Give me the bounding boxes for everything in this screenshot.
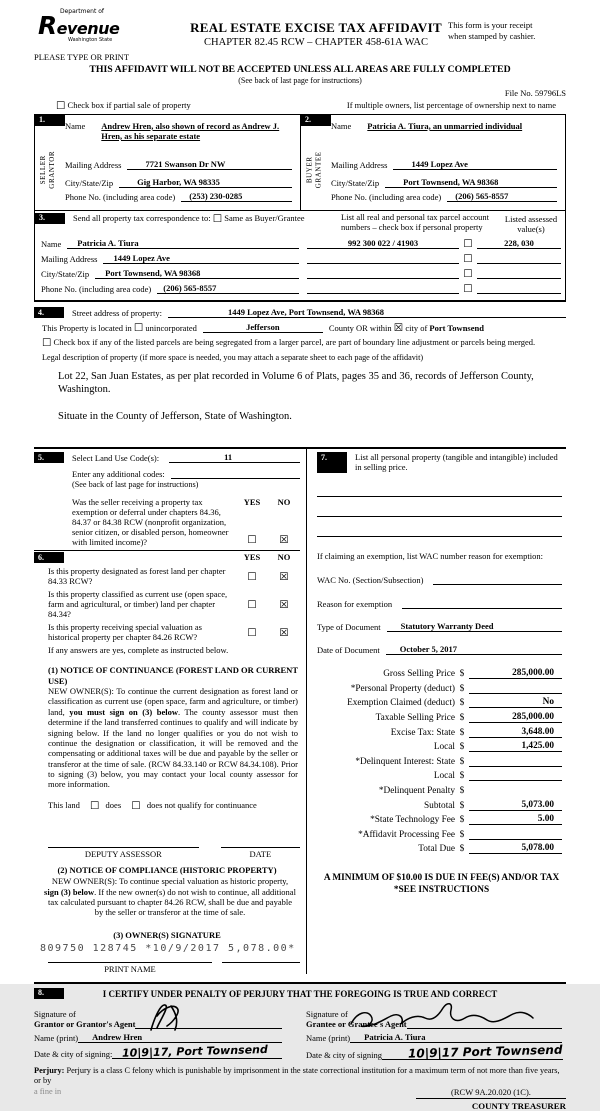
grantee-signature-line[interactable] bbox=[407, 1019, 562, 1029]
tax-exemption-question: Was the seller receiving a property tax exemption or deferral under chapters 84.36, 84.37 or 84.38 RCW (nonprofit organization, senior citizen, or disabled person, homeowner with limited income)? bbox=[72, 497, 229, 548]
grantee-name-print-label: Name (print) bbox=[306, 1032, 351, 1043]
dollar-sign: $ bbox=[459, 771, 465, 782]
assessed-value-field-3[interactable] bbox=[477, 269, 561, 279]
buyer-section bbox=[300, 115, 565, 210]
legal-description-text-2: Situate in the County of Jefferson, State of Washington. bbox=[58, 411, 292, 423]
form-title: REAL ESTATE EXCISE TAX AFFIDAVIT bbox=[190, 20, 442, 35]
gross-selling-price-label: Gross Selling Price bbox=[383, 669, 455, 680]
assessed-value-header: Listed assessed value(s) bbox=[504, 213, 558, 234]
grantee-sig-label: Signature of Grantee or Grantee's Agent bbox=[306, 1008, 407, 1029]
seller-grantor-side-label: SELLER GRANTOR bbox=[39, 150, 57, 189]
affidavit-processing-fee-field[interactable] bbox=[469, 830, 562, 840]
land-does-checkbox[interactable]: ☐ bbox=[90, 799, 100, 812]
personal-property-deduct-label: *Personal Property (deduct) bbox=[350, 683, 455, 694]
perjury-text-fragment: a fine in bbox=[34, 1086, 62, 1096]
buyer-name-field[interactable]: Patricia A. Tiura, an unmarried individual bbox=[367, 120, 523, 131]
notice-2-body-bold: sign (3) below bbox=[44, 886, 95, 897]
city-field[interactable]: Port Townsend bbox=[429, 323, 484, 334]
s3-csz-field[interactable]: Port Townsend, WA 98368 bbox=[95, 268, 299, 279]
no-header-6: NO bbox=[277, 552, 291, 563]
land-use-code-field[interactable]: 11 bbox=[169, 452, 300, 463]
segregated-label: Check box if any of the listed parcels are being segregated from a larger parcel, are part of boundary line adjustment or parcels being merged. bbox=[53, 337, 536, 348]
deputy-assessor-label: DEPUTY ASSESSOR bbox=[84, 849, 162, 860]
rcw-citation-block bbox=[416, 1087, 566, 1111]
print-name-label: PRINT NAME bbox=[104, 963, 156, 974]
receipt-note-line1: This form is your receipt bbox=[448, 20, 533, 30]
seller-csz-label: City/State/Zip bbox=[65, 177, 114, 188]
segregated-checkbox[interactable]: ☐ bbox=[42, 337, 52, 350]
county-field[interactable]: Jefferson bbox=[203, 322, 323, 333]
parcel-number-field-4[interactable] bbox=[307, 284, 459, 294]
notice-2-body-pre: NEW OWNER(S): To continue special valuation as historic property, bbox=[51, 876, 289, 887]
delinquent-penalty-field[interactable] bbox=[469, 786, 562, 796]
section-6-number: 6. bbox=[34, 552, 64, 563]
same-as-buyer-checkbox[interactable]: ☐ bbox=[212, 212, 223, 225]
warning-line: THIS AFFIDAVIT WILL NOT BE ACCEPTED UNLESS ALL AREAS ARE FULLY COMPLETED bbox=[89, 64, 511, 76]
see-back-note: (See back of last page for instructions) bbox=[238, 76, 362, 86]
perjury-bold-label: Perjury: bbox=[34, 1066, 65, 1076]
date-of-document-label: Date of Document bbox=[317, 644, 380, 655]
delinquent-interest-state-label: *Delinquent Interest: State bbox=[355, 756, 455, 767]
unincorporated-label: unincorporated bbox=[145, 323, 197, 334]
buyer-grantee-side-label: BUYER GRANTEE bbox=[305, 150, 322, 188]
s3-mailing-field[interactable]: 1449 Lopez Ave bbox=[103, 253, 299, 264]
historical-yes-checkbox[interactable]: ☐ bbox=[247, 626, 257, 639]
parcel-number-field-3[interactable] bbox=[307, 269, 459, 279]
section-8-number: 8. bbox=[34, 988, 64, 999]
land-use-column bbox=[34, 449, 307, 973]
current-use-question: Is this property classified as current use (open space, farm and agricultural, or timber) land per chapter 84.34? bbox=[48, 589, 228, 620]
grantee-date-city-label: Date & city of signing bbox=[306, 1049, 383, 1060]
personal-property-deduct-field[interactable] bbox=[469, 684, 562, 694]
delinquent-interest-local-label: Local bbox=[433, 771, 455, 782]
dollar-sign: $ bbox=[459, 800, 465, 811]
exemption-yes-checkbox[interactable]: ☐ bbox=[247, 533, 257, 546]
dollar-sign: $ bbox=[459, 742, 465, 753]
certify-statement: I CERTIFY UNDER PENALTY OF PERJURY THAT THE FOREGOING IS TRUE AND CORRECT bbox=[102, 988, 498, 999]
grantor-date-city-label: Date & city of signing: bbox=[34, 1048, 113, 1059]
gross-selling-price-field[interactable]: 285,000.00 bbox=[469, 668, 562, 679]
parcel-number-field-2[interactable] bbox=[307, 254, 459, 264]
exemption-claimed-label: Exemption Claimed (deduct) bbox=[347, 698, 455, 709]
deputy-date-line[interactable] bbox=[221, 847, 300, 859]
section-4-number: 4. bbox=[34, 307, 64, 318]
rcw-citation: (RCW 9A.20.020 (1C). bbox=[416, 1087, 566, 1099]
land-use-code-label: Select Land Use Code(s): bbox=[72, 453, 160, 464]
deputy-assessor-signature-line[interactable] bbox=[48, 847, 199, 859]
certification-section bbox=[34, 982, 566, 1060]
date-of-document-field[interactable]: October 5, 2017 bbox=[386, 644, 562, 655]
buyer-mailing-label: Mailing Address bbox=[331, 159, 388, 170]
dollar-sign: $ bbox=[459, 756, 465, 767]
dor-logo bbox=[34, 8, 184, 43]
logo-dept-text: Department of bbox=[60, 8, 104, 15]
same-as-buyer-label: Same as Buyer/Grantee bbox=[224, 212, 305, 223]
tax-computation-table bbox=[317, 665, 566, 855]
seller-mailing-field[interactable]: 7721 Swanson Dr NW bbox=[127, 159, 292, 170]
dollar-sign: $ bbox=[459, 683, 465, 694]
seller-name-field[interactable]: Andrew Hren, also shown of record as Andrew J. Hren, as his separate estate bbox=[101, 120, 280, 141]
notice-2-title: (2) NOTICE OF COMPLIANCE (HISTORIC PROPERTY) bbox=[57, 865, 277, 876]
street-address-field[interactable]: 1449 Lopez Ave, Port Townsend, WA 98368 bbox=[168, 307, 566, 318]
delinquent-interest-state-field[interactable] bbox=[469, 757, 562, 767]
grantee-signature-block bbox=[300, 1007, 566, 1060]
does-label: does bbox=[105, 799, 122, 810]
dollar-sign: $ bbox=[459, 829, 465, 840]
additional-codes-field[interactable] bbox=[171, 470, 300, 479]
excise-tax-state-field[interactable]: 3,648.00 bbox=[469, 727, 562, 738]
seller-mailing-label: Mailing Address bbox=[65, 159, 122, 170]
seller-phone-label: Phone No. (including area code) bbox=[65, 191, 176, 202]
personal-property-label: List all personal property (tangible and intangible) included in selling price. bbox=[355, 452, 558, 473]
land-does-not-checkbox[interactable]: ☐ bbox=[131, 799, 141, 812]
street-address-label: Street address of property: bbox=[72, 308, 162, 319]
type-of-document-field[interactable]: Statutory Warranty Deed bbox=[387, 621, 562, 632]
section-3-number: 3. bbox=[35, 213, 65, 224]
seller-section bbox=[35, 115, 300, 210]
delinquent-interest-local-field[interactable] bbox=[469, 771, 562, 781]
no-header-5: NO bbox=[277, 497, 291, 508]
excise-tax-local-field[interactable]: 1,425.00 bbox=[469, 741, 562, 752]
minimum-fee-line2: *SEE INSTRUCTIONS bbox=[393, 885, 490, 896]
personal-property-line-3[interactable] bbox=[317, 517, 562, 537]
owners-signature-heading: (3) OWNER(S) SIGNATURE bbox=[113, 929, 221, 940]
delinquent-penalty-label: *Delinquent Penalty bbox=[378, 785, 455, 796]
grantor-date-city-field[interactable] bbox=[112, 1042, 282, 1060]
multiple-owners-note: If multiple owners, list percentage of ownership next to name bbox=[346, 100, 556, 111]
grantee-date-city-handwriting: 10|9|17 Port Townsend bbox=[407, 1042, 563, 1061]
parcel-numbers-header: List all real and personal tax parcel account numbers – check box if personal property bbox=[341, 211, 489, 232]
buyer-phone-field[interactable]: (206) 565-8557 bbox=[447, 191, 557, 202]
tax-computation-column bbox=[307, 449, 566, 973]
property-address-section bbox=[34, 307, 566, 423]
notice-1-body-post: . The county assessor must then determine if the land transferred continues to qualify and will indicate by signing below. If the land no longer qualifies or you do not wish to continue the designation or classification, it will be removed and the compensating or additional taxes will be due and payable by the seller or transferor at the time of sale. (RCW 84.33.140 or RCW 84.34.108). Prior to signing (3) below, you may contact your local county assessor for more information. bbox=[48, 706, 299, 790]
partial-sale-label: Check box if partial sale of property bbox=[67, 100, 191, 111]
current-use-no-checkbox[interactable]: ☒ bbox=[279, 598, 289, 611]
dollar-sign: $ bbox=[459, 698, 465, 709]
county-or-label: County OR within bbox=[328, 323, 392, 334]
affidavit-processing-fee-label: *Affidavit Processing Fee bbox=[358, 829, 455, 840]
land-use-and-tax-columns bbox=[34, 447, 566, 973]
grantee-date-city-field[interactable] bbox=[382, 1042, 563, 1061]
parcel-number-field-1[interactable]: 992 300 022 / 41903 bbox=[307, 238, 459, 249]
forest-yes-checkbox[interactable]: ☐ bbox=[247, 570, 257, 583]
receipt-note-line2: when stamped by cashier. bbox=[448, 30, 536, 41]
legal-description-label: Legal description of property (if more space is needed, you may attach a separate sheet to each page of the affidavit) bbox=[42, 352, 424, 362]
receipt-note bbox=[448, 8, 566, 41]
grantee-name-print-field[interactable]: Patricia A. Tiura bbox=[350, 1032, 562, 1043]
if-any-yes-note: If any answers are yes, complete as instructed below. bbox=[48, 645, 229, 656]
buyer-name-label: Name bbox=[331, 120, 352, 131]
owner-signature-line-2[interactable] bbox=[222, 962, 300, 974]
grantor-date-city-handwriting: 10|9|17, Port Townsend bbox=[122, 1042, 269, 1060]
yes-header-6: YES bbox=[243, 552, 261, 563]
assessed-value-field-4[interactable] bbox=[477, 284, 561, 294]
grantor-signature-block bbox=[34, 1007, 300, 1060]
personal-property-checkbox-4[interactable]: ☐ bbox=[463, 282, 473, 295]
cashier-validation-stamp: 809750 128745 *10/9/2017 5,078.00* bbox=[40, 943, 296, 954]
grantor-name-print-label: Name (print) bbox=[34, 1032, 79, 1043]
exemption-no-checkbox[interactable]: ☒ bbox=[279, 533, 289, 546]
dollar-sign: $ bbox=[459, 669, 465, 680]
total-due-field[interactable]: 5,078.00 bbox=[469, 843, 562, 854]
legal-description-text-1: Lot 22, San Juan Estates, as per plat recorded in Volume 6 of Plats, pages 35 and 36, records of Jefferson County, Washington. bbox=[58, 370, 534, 395]
grantor-sig-label: Signature of Grantor or Grantor's Agent bbox=[34, 1008, 136, 1029]
city-checkbox[interactable]: ☒ bbox=[393, 321, 404, 334]
dollar-sign: $ bbox=[459, 815, 465, 826]
exemption-claimed-field[interactable]: No bbox=[469, 697, 562, 708]
seller-name-label: Name bbox=[65, 120, 86, 131]
grantor-signature-line[interactable] bbox=[135, 1019, 282, 1029]
taxable-selling-price-label: Taxable Selling Price bbox=[375, 712, 455, 723]
section-1-number: 1. bbox=[35, 115, 65, 126]
taxable-selling-price-field[interactable]: 285,000.00 bbox=[469, 712, 562, 723]
dollar-sign: $ bbox=[459, 727, 465, 738]
section-5-number: 5. bbox=[34, 452, 64, 463]
see-back-note-2: (See back of last page for instructions) bbox=[72, 480, 199, 490]
s3-name-label: Name bbox=[41, 239, 62, 250]
grantor-name-print-field[interactable]: Andrew Hren bbox=[78, 1032, 282, 1043]
s3-name-field[interactable]: Patricia A. Tiura bbox=[67, 238, 299, 249]
excise-tax-local-label: Local bbox=[433, 742, 455, 753]
s3-mailing-label: Mailing Address bbox=[41, 254, 98, 265]
buyer-phone-label: Phone No. (including area code) bbox=[331, 191, 442, 202]
file-number: File No. 59796LS bbox=[504, 88, 566, 99]
dollar-sign: $ bbox=[459, 712, 465, 723]
dollar-sign: $ bbox=[459, 844, 465, 855]
notice-2-body bbox=[44, 876, 296, 917]
excise-tax-state-label: Excise Tax: State bbox=[390, 727, 455, 738]
personal-property-line-2[interactable] bbox=[317, 497, 562, 517]
grantor-signature bbox=[145, 1002, 193, 1032]
reason-exemption-field[interactable] bbox=[402, 599, 562, 609]
type-of-document-label: Type of Document bbox=[317, 621, 381, 632]
minimum-fee-note bbox=[317, 872, 566, 896]
yes-header-5: YES bbox=[243, 497, 261, 508]
wac-number-field[interactable] bbox=[433, 575, 562, 585]
located-in-label: This Property is located in bbox=[42, 323, 132, 334]
exemption-note: If claiming an exemption, list WAC number reason for exemption: bbox=[317, 550, 543, 561]
wac-number-label: WAC No. (Section/Subsection) bbox=[317, 574, 424, 585]
subtotal-label: Subtotal bbox=[424, 800, 455, 811]
total-due-label: Total Due bbox=[418, 844, 455, 855]
reason-exemption-label: Reason for exemption bbox=[317, 598, 393, 609]
state-technology-fee-field[interactable]: 5.00 bbox=[469, 814, 562, 825]
county-treasurer-label: COUNTY TREASURER bbox=[471, 1101, 566, 1111]
minimum-fee-line1: A MINIMUM OF $10.00 IS DUE IN FEE(S) AND/OR TAX bbox=[323, 873, 560, 884]
seller-phone-field[interactable]: (253) 230-0285 bbox=[181, 191, 292, 202]
s3-phone-field[interactable]: (206) 565-8557 bbox=[157, 283, 299, 294]
s3-csz-label: City/State/Zip bbox=[41, 269, 90, 280]
logo-state-text: Washington State bbox=[68, 37, 113, 44]
seller-csz-field[interactable]: Gig Harbor, WA 98335 bbox=[119, 177, 292, 188]
forest-no-checkbox[interactable]: ☒ bbox=[279, 570, 289, 583]
dollar-sign: $ bbox=[459, 785, 465, 796]
buyer-mailing-field[interactable]: 1449 Lopez Ave bbox=[393, 159, 557, 170]
current-use-yes-checkbox[interactable]: ☐ bbox=[247, 598, 257, 611]
notice-1-title: (1) NOTICE OF CONTINUANCE (FOREST LAND OR CURRENT USE) bbox=[48, 665, 298, 686]
historical-property-question: Is this property receiving special valuation as historical property per chapter 84.26 RCW? bbox=[48, 622, 202, 643]
assessed-value-field-2[interactable] bbox=[477, 254, 561, 264]
logo-revenue-text: Revenue bbox=[38, 11, 120, 40]
tax-correspondence-section bbox=[34, 211, 566, 303]
s3-phone-label: Phone No. (including area code) bbox=[41, 284, 152, 295]
owner-signature-line[interactable] bbox=[48, 962, 212, 974]
parties-box bbox=[34, 114, 566, 211]
subtotal-field[interactable]: 5,073.00 bbox=[469, 800, 562, 811]
this-land-label: This land bbox=[48, 799, 80, 810]
historical-no-checkbox[interactable]: ☒ bbox=[279, 626, 289, 639]
notice-2-body-post: . If the new owner(s) do not wish to continue, all additional tax calculated pursuant to chapter 84.26 RCW, shall be due and payable by the seller or transferor at the time of sale. bbox=[48, 886, 296, 918]
please-type-label: PLEASE TYPE OR PRINT bbox=[34, 52, 130, 63]
notice-of-continuance bbox=[48, 665, 300, 789]
personal-property-checkbox-1[interactable]: ☐ bbox=[463, 237, 473, 250]
form-header bbox=[34, 8, 566, 62]
forest-land-question: Is this property designated as forest land per chapter 84.33 RCW? bbox=[48, 566, 226, 587]
form-subtitle: CHAPTER 82.45 RCW – CHAPTER 458-61A WAC bbox=[204, 37, 428, 48]
notice-1-body-bold: you must sign on (3) below bbox=[69, 706, 178, 717]
section-2-number: 2. bbox=[301, 115, 331, 126]
perjury-text: Perjury is a class C felony which is punishable by imprisonment in the state correctional institution for a maximum term of not more than five years, or by bbox=[34, 1066, 560, 1086]
send-correspondence-label: Send all property tax correspondence to: bbox=[73, 212, 211, 223]
deputy-date-label: DATE bbox=[249, 849, 272, 860]
assessed-value-field-1[interactable]: 228, 030 bbox=[477, 238, 561, 249]
personal-property-checkbox-3[interactable]: ☐ bbox=[463, 267, 473, 280]
unincorporated-checkbox[interactable]: ☐ bbox=[133, 321, 144, 334]
does-not-label: does not qualify for continuance bbox=[146, 799, 257, 810]
state-technology-fee-label: *State Technology Fee bbox=[370, 815, 455, 826]
section-7-number: 7. bbox=[317, 452, 347, 472]
notice-1-body-pre: NEW OWNER(S): To continue the current designation as forest land or classification as current use (open space, farm and agriculture, or timber) land, bbox=[48, 686, 298, 717]
personal-property-line-1[interactable] bbox=[317, 477, 562, 497]
classification-section bbox=[34, 550, 300, 973]
buyer-csz-label: City/State/Zip bbox=[331, 177, 380, 188]
personal-property-checkbox-2[interactable]: ☐ bbox=[463, 252, 473, 265]
partial-sale-checkbox[interactable]: ☐ bbox=[56, 100, 66, 113]
buyer-csz-field[interactable]: Port Townsend, WA 98368 bbox=[385, 177, 557, 188]
grantee-signature bbox=[347, 1000, 537, 1034]
additional-codes-label: Enter any additional codes: bbox=[72, 469, 165, 480]
city-of-label: city of bbox=[405, 323, 428, 334]
